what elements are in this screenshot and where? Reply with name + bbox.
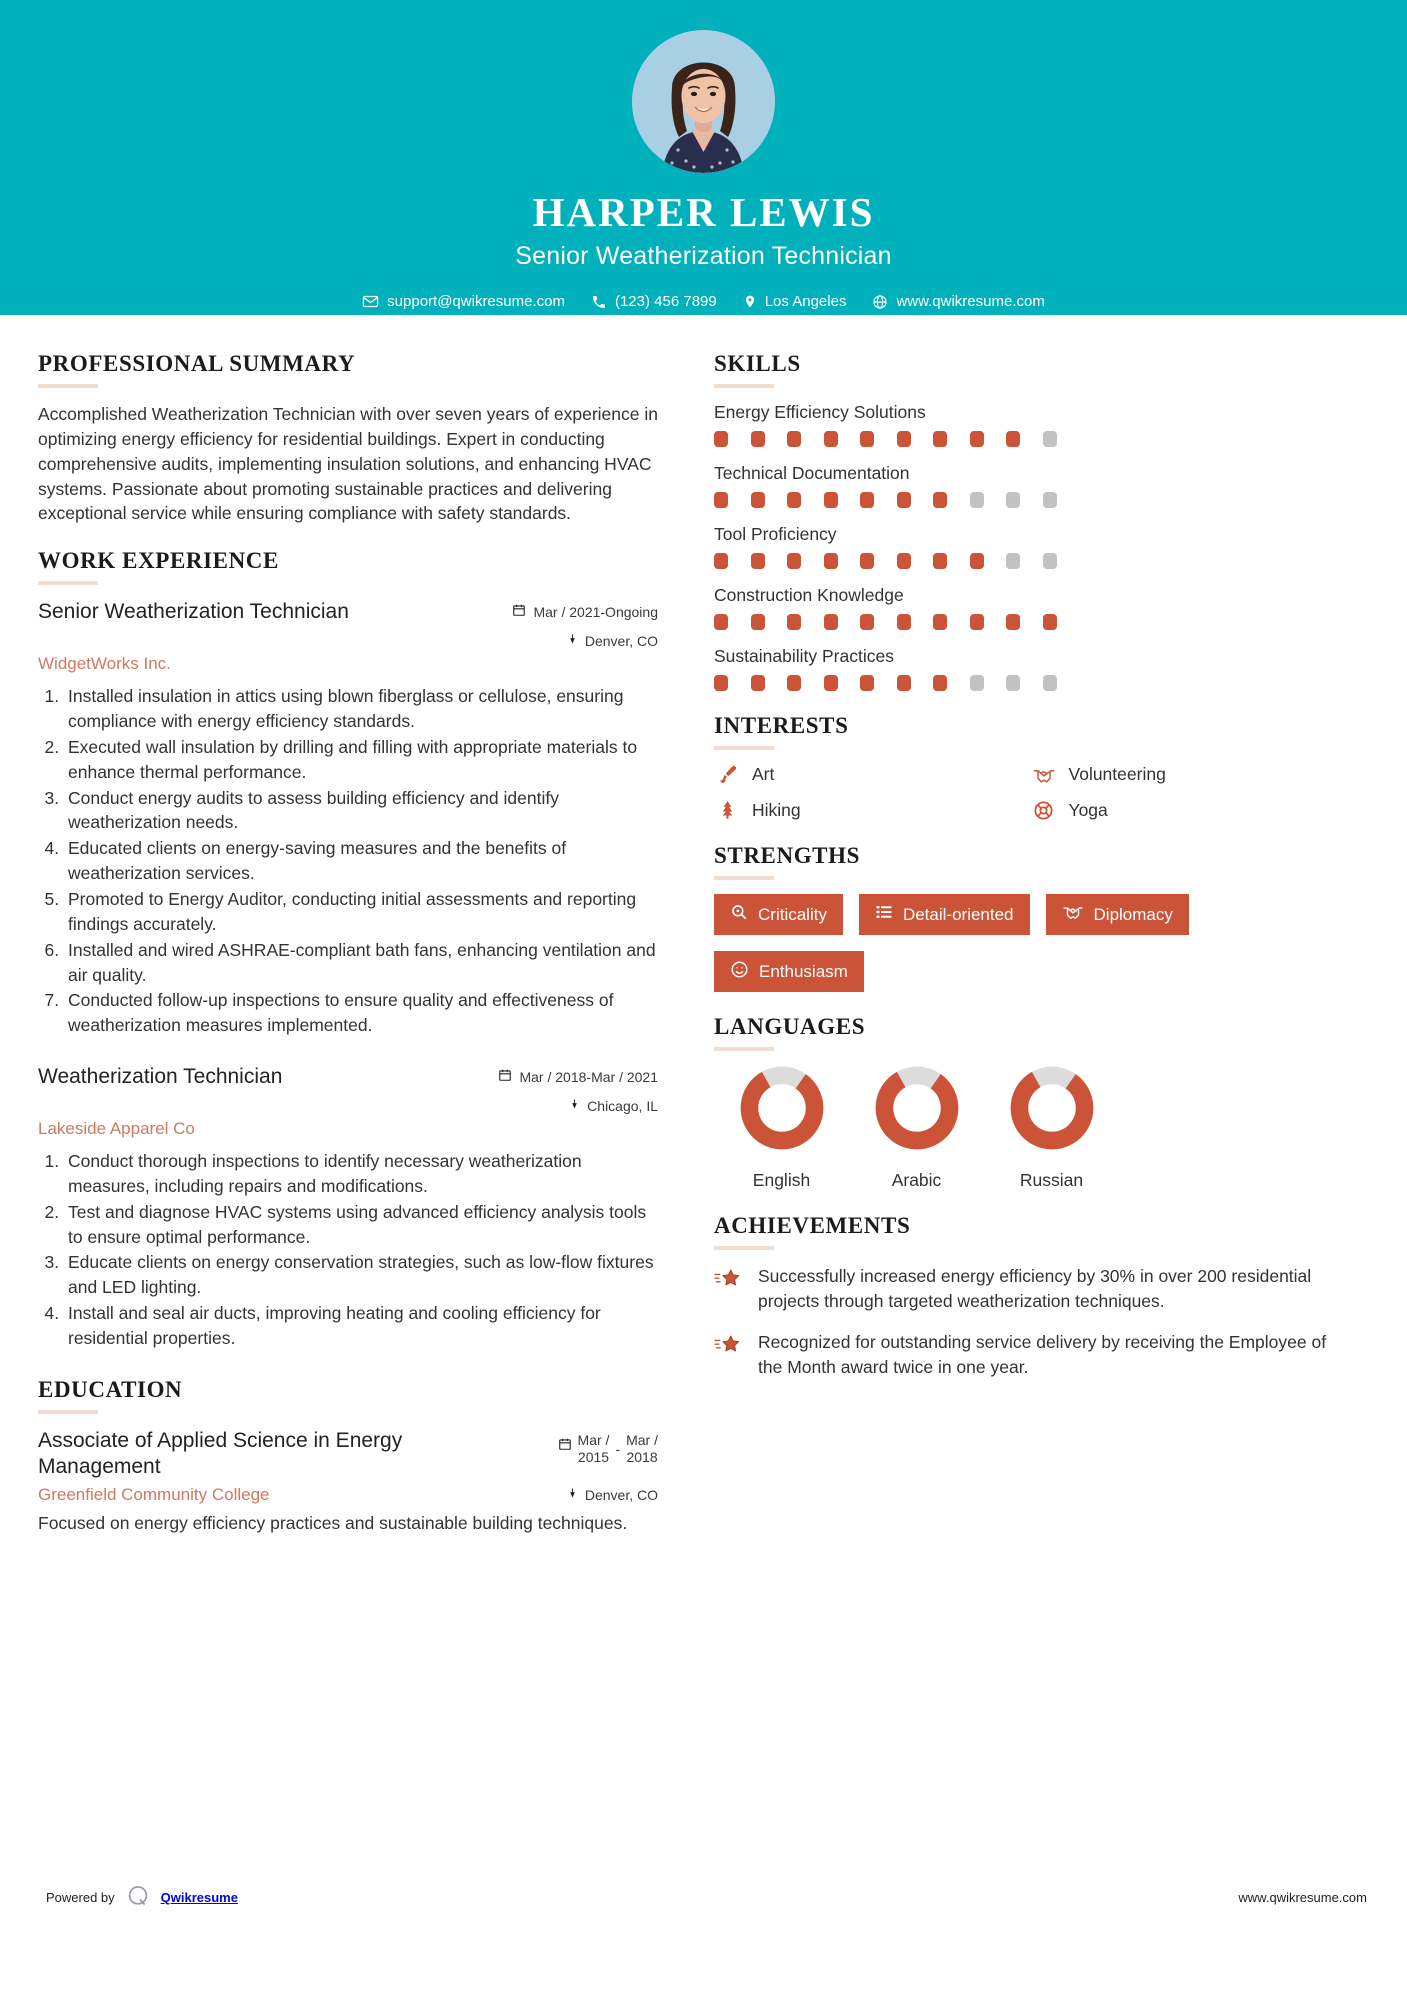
skill-dot-filled	[970, 614, 984, 630]
skill-dot-filled	[714, 492, 728, 508]
skill-dot-filled	[860, 675, 874, 691]
section-divider	[714, 746, 774, 750]
skill-dot-filled	[787, 492, 801, 508]
skill-dot-filled	[787, 675, 801, 691]
section-divider	[714, 384, 774, 388]
achievements-heading: ACHIEVEMENTS	[714, 1213, 911, 1239]
envelope-icon	[362, 293, 379, 310]
language-item	[984, 1065, 1119, 1191]
contact-phone[interactable]	[591, 293, 717, 310]
achievement-text: Recognized for outstanding service delivery by receiving the Employee of the Month award twice in one year.	[758, 1331, 1327, 1377]
education-end-year: 2018	[626, 1449, 658, 1466]
skill-dot-filled	[970, 431, 984, 447]
language-label: Russian	[1019, 1170, 1084, 1191]
language-label: Arabic	[891, 1170, 942, 1191]
duty-item: 5. Promoted to Energy Auditor, conducting initial assessments and reporting findings accurately.	[64, 887, 658, 937]
skill-dot-empty	[1006, 553, 1020, 569]
section-interests	[714, 713, 1337, 821]
qwikresume-logo-icon	[125, 1883, 151, 1912]
qwikresume-link[interactable]: Qwikresume	[160, 1890, 238, 1905]
experience-dates	[512, 603, 658, 620]
contact-row	[0, 293, 1407, 310]
skill-rating	[714, 553, 1337, 569]
duty-item: 6. Installed and wired ASHRAE-compliant bath fans, enhancing ventilation and air quality.	[64, 938, 658, 988]
star-icon	[714, 1330, 744, 1363]
header-job-title: Senior Weatherization Technician	[515, 242, 892, 271]
section-work-experience	[38, 548, 658, 1351]
skill-dot-filled	[933, 553, 947, 569]
calendar-icon	[498, 1068, 512, 1085]
avatar	[632, 30, 775, 173]
skill-dot-filled	[860, 431, 874, 447]
resume-body	[0, 315, 1407, 1562]
language-item	[714, 1065, 849, 1191]
skill-rating	[714, 675, 1337, 691]
skill-rating	[714, 492, 1337, 508]
skill-dot-filled	[824, 492, 838, 508]
skill-dot-filled	[751, 431, 765, 447]
list-icon	[875, 903, 893, 926]
education-school: Greenfield Community College	[38, 1485, 270, 1505]
education-start-date	[578, 1432, 610, 1467]
pin-icon	[569, 1097, 580, 1114]
strength-tag-detail-oriented[interactable]	[859, 894, 1030, 935]
skill-dot-filled	[824, 614, 838, 630]
achievement-item	[714, 1264, 1337, 1314]
skills-heading: SKILLS	[714, 351, 801, 376]
education-end-month: Mar /	[626, 1431, 658, 1448]
experience-company: Lakeside Apparel Co	[38, 1119, 195, 1139]
section-divider	[38, 384, 98, 388]
skill-item	[714, 402, 1337, 447]
strength-tag-criticality[interactable]	[714, 894, 843, 935]
education-start-year: 2015	[577, 1449, 610, 1466]
professional-summary-text: Accomplished Weatherization Technician with over seven years of experience in optimizing energy efficiency for residential buildings. Expert in conducting comprehensive audits, implementing insulation solutions, and enhancing HVAC systems. Passionate about promoting sustainable practices and delivering exceptional service while ensuring compliance with safety standards.	[38, 404, 658, 524]
calendar-icon	[512, 603, 526, 620]
skill-dot-filled	[751, 553, 765, 569]
experience-entry	[38, 1064, 658, 1351]
page-footer	[0, 1883, 1407, 1912]
achievement-item	[714, 1330, 1337, 1380]
experience-dates-text: Mar / 2018-Mar / 2021	[519, 1068, 658, 1085]
skill-label: Sustainability Practices	[714, 646, 894, 666]
skill-dot-empty	[1043, 553, 1057, 569]
skill-dot-filled	[714, 431, 728, 447]
skill-dot-filled	[1006, 431, 1020, 447]
skill-dot-empty	[1006, 492, 1020, 508]
skill-dot-filled	[787, 553, 801, 569]
paintbrush-icon	[714, 764, 740, 785]
section-education	[38, 1377, 658, 1536]
skill-dot-filled	[714, 675, 728, 691]
duty-item: 1. Installed insulation in attics using blown fiberglass or cellulose, ensuring compliance with energy efficiency standards.	[64, 684, 658, 734]
strength-label: Enthusiasm	[759, 961, 848, 981]
language-label: English	[752, 1170, 811, 1191]
language-donut-chart	[874, 1065, 960, 1151]
interest-label: Yoga	[1068, 799, 1108, 820]
skill-item	[714, 463, 1337, 508]
skill-label: Tool Proficiency	[714, 524, 837, 544]
duty-item: 2. Executed wall insulation by drilling and filling with appropriate materials to enhance thermal performance.	[64, 735, 658, 785]
calendar-icon	[558, 1432, 572, 1456]
interest-item	[1031, 799, 1338, 821]
work-experience-heading: WORK EXPERIENCE	[38, 548, 279, 574]
contact-location[interactable]	[743, 293, 847, 310]
skill-dot-filled	[751, 492, 765, 508]
skill-item	[714, 646, 1337, 691]
experience-location-text: Denver, CO	[584, 632, 658, 649]
skill-dot-empty	[1043, 675, 1057, 691]
experience-location	[498, 1097, 658, 1114]
education-dates	[558, 1432, 658, 1467]
skill-item	[714, 524, 1337, 569]
skill-dot-filled	[933, 431, 947, 447]
lifebuoy-icon	[1031, 800, 1057, 821]
handshake-icon	[1031, 765, 1057, 785]
section-divider	[714, 1047, 774, 1051]
contact-email[interactable]	[362, 293, 565, 310]
star-icon	[714, 1264, 744, 1297]
powered-by	[46, 1883, 238, 1912]
powered-by-label: Powered by	[46, 1890, 115, 1905]
section-strengths	[714, 843, 1337, 992]
language-donut-chart	[1009, 1065, 1095, 1151]
globe-icon	[872, 294, 888, 310]
skill-label: Technical Documentation	[714, 463, 910, 483]
section-divider	[714, 1246, 774, 1250]
skill-dot-filled	[860, 553, 874, 569]
section-languages	[714, 1014, 1337, 1191]
page-title: HARPER LEWIS	[532, 189, 875, 235]
skill-dot-filled	[897, 614, 911, 630]
skill-dot-empty	[970, 492, 984, 508]
experience-location-text: Chicago, IL	[587, 1097, 658, 1114]
strength-tag-diplomacy[interactable]	[1046, 894, 1189, 935]
strength-label: Diplomacy	[1093, 904, 1173, 924]
skill-dot-filled	[751, 675, 765, 691]
strength-label: Detail-oriented	[902, 904, 1014, 924]
contact-email-text: support@qwikresume.com	[387, 293, 565, 311]
duty-item: 3. Educate clients on energy conservation strategies, such as low-flow fixtures and LED lighting.	[64, 1250, 658, 1300]
language-donut-chart	[739, 1065, 825, 1151]
section-skills	[714, 351, 1337, 691]
skill-dot-filled	[1006, 614, 1020, 630]
education-heading: EDUCATION	[38, 1376, 183, 1402]
experience-company: WidgetWorks Inc.	[38, 654, 171, 674]
experience-duties	[38, 684, 658, 1038]
skill-dot-filled	[1043, 614, 1057, 630]
skill-dot-filled	[860, 492, 874, 508]
handshake-icon	[1062, 903, 1084, 926]
experience-role: Senior Weatherization Technician	[38, 600, 349, 624]
education-description: Focused on energy efficiency practices and sustainable building techniques.	[38, 1513, 628, 1534]
interests-heading: INTERESTS	[714, 713, 849, 738]
skill-dot-filled	[970, 553, 984, 569]
skill-dot-filled	[933, 492, 947, 508]
resume-header	[0, 0, 1407, 315]
magnifier-icon	[730, 903, 748, 926]
contact-location-text: Los Angeles	[764, 293, 847, 311]
language-item	[849, 1065, 984, 1191]
education-start-month: Mar /	[577, 1431, 610, 1448]
contact-website-text: www.qwikresume.com	[896, 293, 1045, 311]
skill-label: Energy Efficiency Solutions	[714, 402, 926, 422]
languages-heading: LANGUAGES	[714, 1014, 866, 1040]
skill-dot-filled	[714, 553, 728, 569]
experience-dates	[498, 1068, 658, 1085]
section-professional-summary	[38, 351, 658, 526]
education-entry	[38, 1428, 658, 1536]
pin-icon	[567, 632, 578, 649]
experience-dates-text: Mar / 2021-Ongoing	[533, 603, 658, 620]
experience-role: Weatherization Technician	[38, 1065, 283, 1089]
skill-dot-filled	[897, 675, 911, 691]
skill-dot-empty	[970, 675, 984, 691]
skill-dot-filled	[897, 492, 911, 508]
skill-dot-filled	[824, 675, 838, 691]
professional-summary-heading: PROFESSIONAL SUMMARY	[38, 351, 356, 376]
skill-dot-filled	[860, 614, 874, 630]
strength-tag-enthusiasm[interactable]	[714, 951, 864, 993]
experience-duties	[38, 1149, 658, 1351]
duty-item: 3. Conduct energy audits to assess building efficiency and identify weatherization needs.	[64, 786, 658, 836]
skill-dot-filled	[933, 614, 947, 630]
contact-phone-text: (123) 456 7899	[614, 293, 717, 311]
duty-item: 4. Install and seal air ducts, improving heating and cooling efficiency for residential properties.	[64, 1301, 658, 1351]
location-pin-icon	[743, 293, 757, 310]
education-end-date	[626, 1432, 658, 1467]
achievement-text: Successfully increased energy efficiency by 30% in over 200 residential projects through targeted weatherization techniques.	[758, 1266, 1312, 1311]
date-separator: -	[615, 1440, 621, 1457]
education-location-text: Denver, CO	[584, 1486, 658, 1503]
tree-icon	[714, 799, 740, 821]
section-achievements	[714, 1213, 1337, 1379]
skill-dot-filled	[751, 614, 765, 630]
skill-dot-filled	[824, 431, 838, 447]
right-column	[682, 351, 1337, 1401]
duty-item: 4. Educated clients on energy-saving measures and the benefits of weatherization services.	[64, 836, 658, 886]
skill-item	[714, 585, 1337, 630]
skill-dot-filled	[897, 553, 911, 569]
interest-label: Hiking	[752, 799, 801, 820]
interest-label: Art	[752, 764, 775, 784]
skill-dot-filled	[714, 614, 728, 630]
strengths-heading: STRENGTHS	[714, 843, 861, 868]
left-column	[38, 351, 658, 1562]
experience-entry	[38, 599, 658, 1038]
education-degree: Associate of Applied Science in Energy Management	[38, 1428, 403, 1479]
duty-item: 1. Conduct thorough inspections to identify necessary weatherization measures, including repairs and modifications.	[64, 1149, 658, 1199]
skill-rating	[714, 614, 1337, 630]
pin-icon	[567, 1486, 578, 1503]
footer-url: www.qwikresume.com	[1238, 1890, 1367, 1905]
skill-dot-filled	[787, 431, 801, 447]
skill-dot-empty	[1043, 492, 1057, 508]
avatar-photo	[632, 30, 775, 173]
duty-item: 2. Test and diagnose HVAC systems using advanced efficiency analysis tools to ensure optimal performance.	[64, 1200, 658, 1250]
experience-location	[512, 632, 658, 649]
skill-rating	[714, 431, 1337, 447]
section-divider	[714, 876, 774, 880]
interest-label: Volunteering	[1068, 764, 1166, 784]
skill-dot-filled	[787, 614, 801, 630]
smiley-icon	[730, 960, 749, 984]
skill-dot-empty	[1006, 675, 1020, 691]
skill-dot-filled	[824, 553, 838, 569]
strength-label: Criticality	[758, 904, 827, 924]
phone-icon	[591, 294, 607, 310]
skill-dot-filled	[933, 675, 947, 691]
interest-item	[714, 799, 1021, 821]
skill-label: Construction Knowledge	[714, 585, 904, 605]
skill-dot-filled	[897, 431, 911, 447]
interest-item	[1031, 764, 1338, 785]
duty-item: 7. Conducted follow-up inspections to ensure quality and effectiveness of weatherization measures implemented.	[64, 988, 658, 1038]
skill-dot-empty	[1043, 431, 1057, 447]
section-divider	[38, 1410, 98, 1414]
section-divider	[38, 581, 98, 585]
contact-website[interactable]	[872, 293, 1044, 310]
interest-item	[714, 764, 1021, 785]
education-location	[567, 1480, 658, 1503]
